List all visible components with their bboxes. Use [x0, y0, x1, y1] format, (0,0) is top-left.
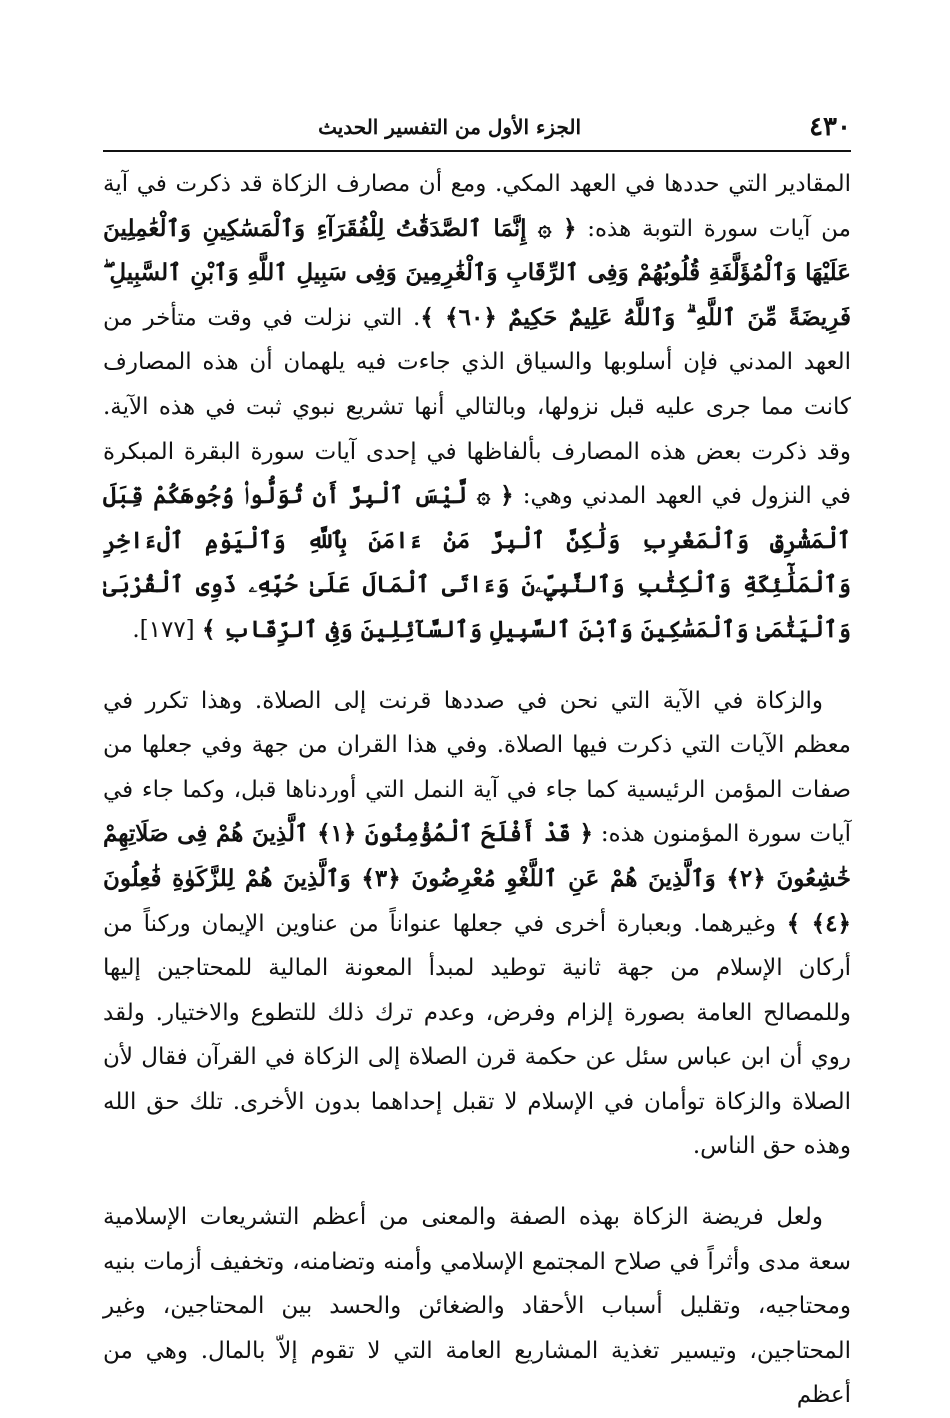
- paragraph-2-text-a: والزكاة في الآية التي نحن في صددها قرنت إلى الصلاة. وهذا تكرر في معظم الآيات التي ذكرت فيها الصلاة. وفي هذا القران من جهة وفي جعلها من صفات المؤمن الرئيسية كما جاء في آية النمل التي أوردناها قبل، وكما جاء في آيات سورة المؤمنون هذه:: [103, 687, 851, 848]
- quran-verse-muminun-1-4: ﴿ قَدْ أَفْلَحَ ٱلْمُؤْمِنُونَ ﴿١﴾ ٱلَّذِينَ هُمْ فِى صَلَاتِهِمْ خَٰشِعُونَ ﴿٢﴾ وَٱلَّذِينَ هُمْ عَنِ ٱللَّغْوِ مُعْرِضُونَ ﴿٣﴾ وَٱلَّذِينَ هُمْ لِلزَّكَوٰةِ فَٰعِلُونَ ﴿٤﴾ ﴾: [103, 820, 851, 937]
- paragraph-1-text-c: [١٧٧].: [132, 616, 202, 643]
- quran-verse-baqarah-177: ﴿ ۞ لَّيْسَ ٱلْبِرَّ أَن تُوَلُّوا۟ وُجُوهَكُمْ قِبَلَ ٱلْمَشْرِقِ وَٱلْمَغْرِبِ وَلَٰكِنَّ ٱلْبِرَّ مَنْ ءَامَنَ بِٱللَّهِ وَٱلْيَوْمِ ٱلْءَاخِرِ وَٱلْمَلَٰٓئِكَةِ وَٱلْكِتَٰبِ وَٱلنَّبِيِّۦنَ وَءَاتَى ٱلْمَالَ عَلَىٰ حُبِّهِۦ ذَوِى ٱلْقُرْبَىٰ وَٱلْيَتَٰمَىٰ وَٱلْمَسَٰكِينَ وَٱبْنَ ٱلسَّبِيلِ وَٱلسَّآئِلِينَ وَفِى ٱلرِّقَابِ ﴾: [103, 482, 851, 643]
- quran-verse-tawbah-60: ﴿ ۞ إِنَّمَا ٱلصَّدَقَٰتُ لِلْفُقَرَآءِ وَٱلْمَسَٰكِينِ وَٱلْعَٰمِلِينَ عَلَيْهَا وَٱلْمُؤَلَّفَةِ قُلُوبُهُمْ وَفِى ٱلرِّقَابِ وَٱلْغَٰرِمِينَ وَفِى سَبِيلِ ٱللَّهِ وَٱبْنِ ٱلسَّبِيلِ ۖ فَرِيضَةً مِّنَ ٱللَّهِ ۗ وَٱللَّهُ عَلِيمٌ حَكِيمٌ ﴿٦٠﴾ ﴾: [103, 214, 851, 331]
- paragraph-1-text-a: المقادير التي حددها في العهد المكي. ومع أن مصارف الزكاة قد ذكرت في آية من آيات سورة التوبة هذه:: [103, 171, 851, 242]
- paragraph-2-text-b: وغيرهما. وبعبارة أخرى في جعلها عنواناً من عناوين الإيمان وركناً من أركان الإسلام من جهة ثانية توطيد لمبدأ المعونة المالية للمحتاجين إليها وللمصالح العامة بصورة إلزام وفرض، وعدم ترك ذلك للتطوع والاختيار. ولقد روي أن ابن عباس سئل عن حكمة قرن الصلاة إلى الزكاة في القرآن فقال لأن الصلاة والزكاة توأمان في الإسلام لا تقبل إحداهما بدون الأخرى. تلك حق الله وهذه حق الناس.: [103, 910, 851, 1160]
- header-title: الجزء الأول من التفسير الحديث: [318, 115, 581, 139]
- page-number: ٤٣٠: [809, 112, 851, 142]
- running-header: [103, 112, 851, 146]
- paragraph-3-text: ولعل فريضة الزكاة بهذه الصفة والمعنى من أعظم التشريعات الإسلامية سعة مدى وأثراً في صلاح المجتمع الإسلامي وأمنه وتضامنه، وتخفيف أزمات بنيه ومحتاجيه، وتقليل أسباب الأحقاد والضغائن والحسد بين المحتاجين، وغير المحتاجين، وتيسير تغذية المشاريع العامة التي لا تقوم إلاّ بالمال. وهي من أعظم: [103, 1204, 851, 1409]
- paragraph-1: [103, 162, 851, 653]
- paragraph-3: [103, 1195, 851, 1418]
- header-rule: [103, 150, 851, 152]
- paragraph-1-text-b: . التي نزلت في وقت متأخر من العهد المدني فإن أسلوبها والسياق الذي جاءت فيه يلهمان أن هذه المصارف كانت مما جرى عليه قبل نزولها، وبالتالي أنها تشريع نبوي ثبت في هذه الآية. وقد ذكرت بعض هذه المصارف بألفاظها في إحدى آيات سورة البقرة المبكرة في النزول في العهد المدني وهي:: [103, 304, 851, 510]
- body-text: [103, 162, 851, 1418]
- paragraph-2: [103, 679, 851, 1170]
